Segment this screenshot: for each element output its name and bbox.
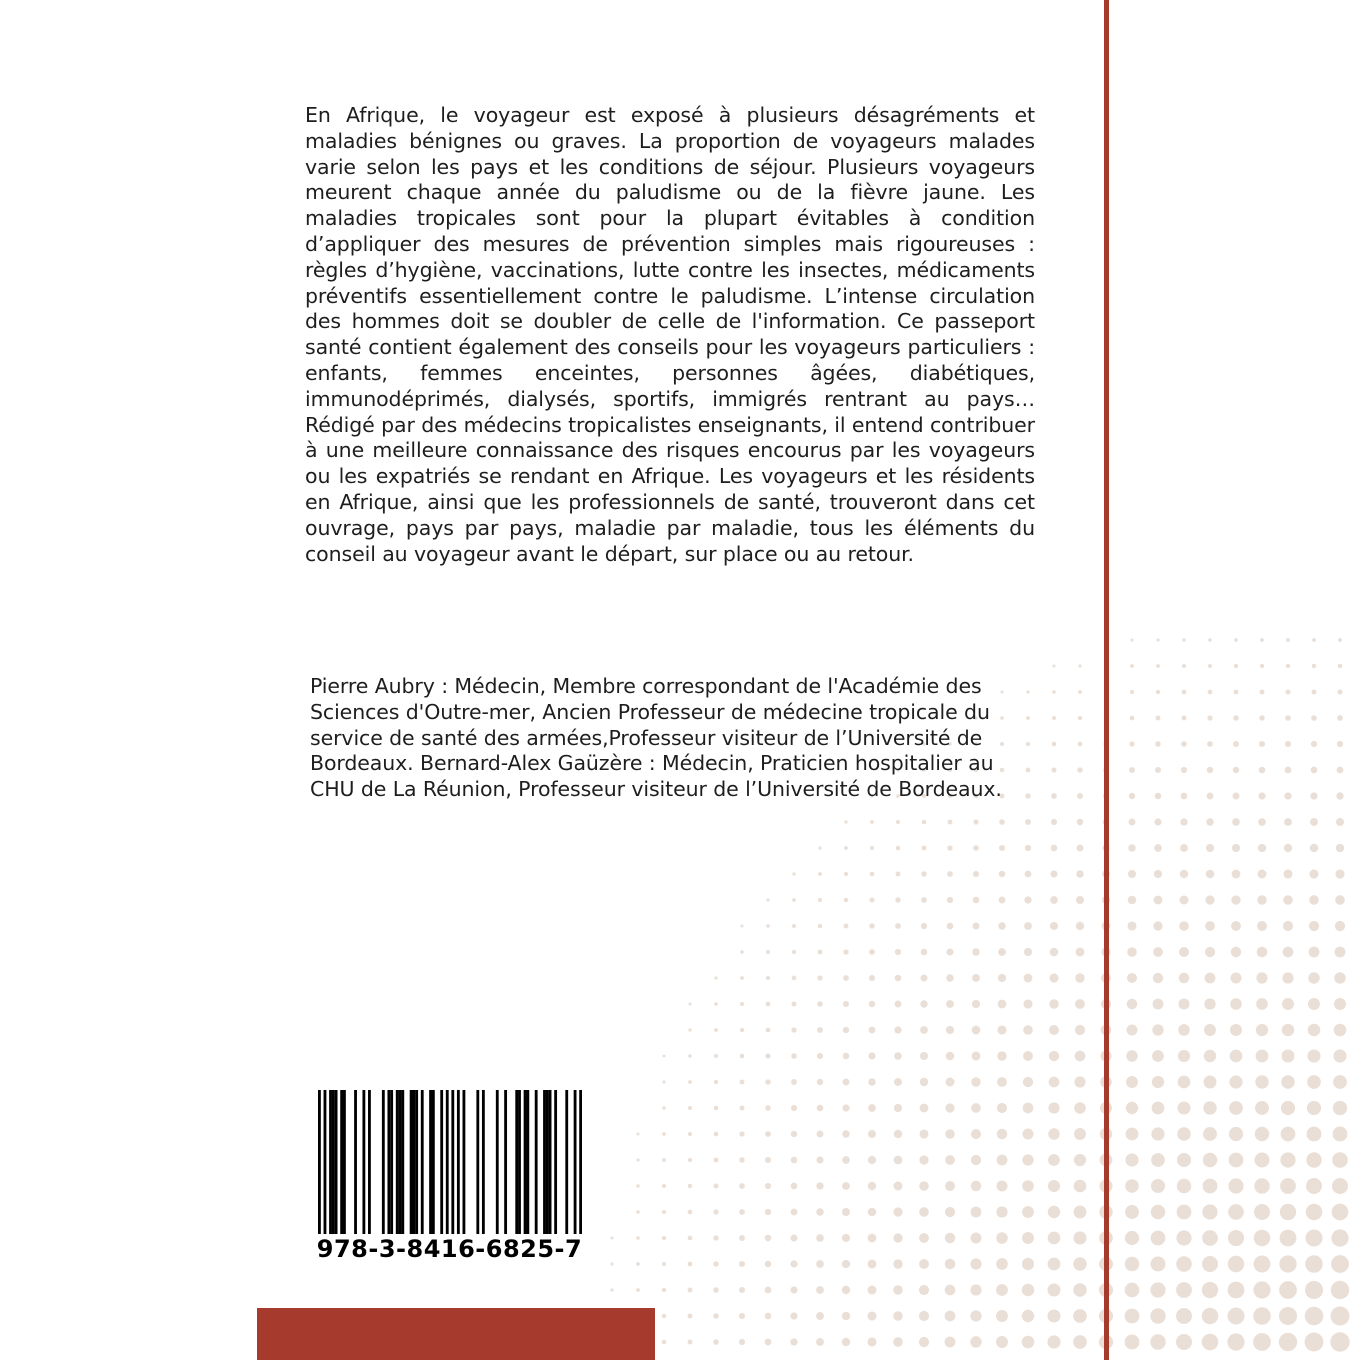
- bottom-accent-bar: [257, 1308, 655, 1360]
- isbn-number: 978-3-8416-6825-7: [316, 1235, 583, 1263]
- spine-edge-line: [1104, 0, 1109, 1360]
- barcode-icon: [318, 1090, 582, 1234]
- book-description: En Afrique, le voyageur est exposé à plusieurs désagréments et maladies bénignes ou graves. La proportion de voyageurs malades varie selon les pays et les conditions de séjour. Plusieurs voyageurs meurent chaque année du paludisme ou de la fièvre jaune. Les maladies tropicales sont pour la plupart évitables à condition d’appliquer des mesures de prévention simples mais rigoureuses : règles d’hygiène, vaccinations, lutte contre les insectes, médicaments préventifs essentiellement contre le paludisme. L’intense circulation des hommes doit se doubler de celle de l'information. Ce passeport santé contient également des conseils pour les voyageurs particuliers : enfants, femmes enceintes, personnes âgées, diabétiques, immunodéprimés, dialysés, sportifs, immigrés rentrant au pays… Rédigé par des médecins tropicalistes enseignants, il entend contribuer à une meilleure connaissance des risques encourus par les voyageurs ou les expatriés se rendant en Afrique. Les voyageurs et les résidents en Afrique, ainsi que les professionnels de santé, trouveront dans cet ouvrage, pays par pays, maladie par maladie, tous les éléments du conseil au voyageur avant le départ, sur place ou au retour.: [305, 103, 1036, 566]
- author-biography: Pierre Aubry : Médecin, Membre correspondant de l'Académie des Sciences d'Outre-mer, Ancien Professeur de médecine tropicale du service de santé des armées,Professeur visiteur de l’Université de Bordeaux. Bernard-Alex Gaüzère : Médecin, Praticien hospitalier au CHU de La Réunion, Professeur visiteur de l’Université de Bordeaux.: [310, 674, 1002, 802]
- barcode-block: [312, 1090, 587, 1270]
